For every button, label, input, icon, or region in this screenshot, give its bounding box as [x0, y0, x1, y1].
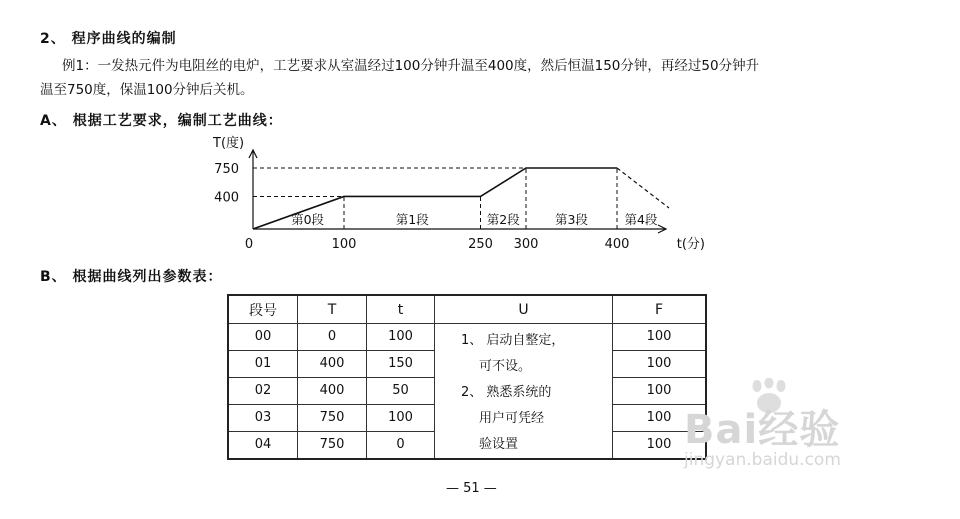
x-tick-label: 250: [468, 237, 493, 252]
cell-F: 100: [613, 377, 707, 404]
cell-t: 100: [367, 324, 435, 351]
page-number: — 51 —: [446, 481, 497, 496]
segment-label: 第0段: [291, 212, 325, 227]
parameter-table: [227, 294, 707, 460]
table-row: [228, 324, 706, 351]
u-note-line: 验设置: [479, 437, 519, 452]
table-header-row: [228, 295, 706, 324]
cell-t: 0: [367, 431, 435, 459]
u-note-line: 用户可凭经: [479, 411, 545, 426]
cell-U-note: [435, 324, 613, 460]
y-tick-label: 750: [214, 162, 239, 177]
cell-seg: 00: [228, 324, 298, 351]
y-tick-label: 400: [214, 190, 239, 206]
col-header-U: U: [435, 295, 613, 324]
cell-seg: 04: [228, 431, 298, 459]
paragraph-line-2: 温至750度，保温100分钟后关机。: [40, 82, 254, 98]
u-note-line: 2、 熟悉系统的: [461, 385, 552, 400]
cell-T: 750: [298, 431, 367, 459]
cell-F: 100: [613, 324, 707, 351]
paragraph-line-1: 例1：一发热元件为电阻丝的电炉，工艺要求从室温经过100分钟升温至400度，然后恒温150分钟，再经过50分钟升: [62, 58, 760, 74]
watermark-url: jingyan.baidu.com: [684, 450, 841, 470]
cell-t: 100: [367, 404, 435, 431]
cell-seg: 03: [228, 404, 298, 431]
cell-T: 400: [298, 377, 367, 404]
u-note-line: 可不设。: [479, 359, 532, 374]
cell-seg: 02: [228, 377, 298, 404]
y-axis-label: T(度): [213, 136, 245, 151]
cell-T: 750: [298, 404, 367, 431]
col-header-T: T: [298, 295, 367, 324]
cell-F: 100: [613, 431, 707, 459]
u-note-line: 1、 启动自整定，: [461, 333, 565, 348]
section-heading: 2、 程序曲线的编制: [40, 31, 177, 47]
segment-label: 第4段: [624, 212, 658, 227]
col-header-t: t: [367, 295, 435, 324]
watermark-brand: Bai经验: [684, 407, 841, 453]
cell-T: 0: [298, 324, 367, 351]
cooldown-tail: [617, 168, 669, 208]
cell-seg: 01: [228, 350, 298, 377]
segment-label: 第2段: [486, 212, 520, 227]
segment-label: 第1段: [395, 212, 429, 227]
section-a-title: A、 根据工艺要求，编制工艺曲线：: [40, 113, 283, 129]
x-axis-label: t(分): [676, 237, 705, 252]
x-tick-label: 0: [244, 237, 254, 252]
cell-T: 400: [298, 350, 367, 377]
cell-t: 150: [367, 350, 435, 377]
cell-F: 100: [613, 350, 707, 377]
col-header-F: F: [613, 295, 707, 324]
segment-label: 第3段: [555, 212, 588, 227]
cell-F: 100: [613, 404, 707, 431]
cell-t: 50: [367, 377, 435, 404]
section-b-title: B、 根据曲线列出参数表：: [40, 269, 223, 285]
col-header-seg: 段号: [228, 295, 298, 324]
x-tick-label: 400: [604, 237, 630, 252]
x-tick-label: 100: [331, 237, 357, 252]
x-tick-label: 300: [513, 237, 539, 252]
